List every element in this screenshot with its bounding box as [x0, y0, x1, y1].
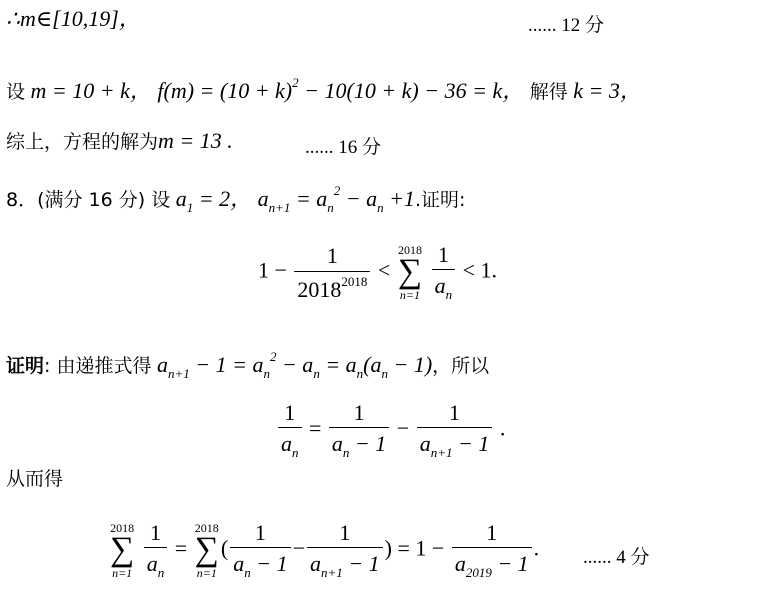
final-minus: − — [292, 535, 306, 561]
score-16: ...... 16 分 — [305, 137, 382, 158]
conclusion-text: 综上，方程的解为 — [6, 131, 159, 153]
fm-equation: $f(m) = (10 + k)^2 - 10(10 + k) - 36 = k$， — [157, 75, 525, 103]
frac-lhs: $\frac{1}{a_n}$ — [278, 400, 302, 461]
m-solution: m = 13 . — [158, 128, 233, 153]
less-than: < — [377, 257, 391, 283]
frac-r1: $\frac{1}{a_n - 1}$ — [329, 400, 389, 461]
frac-1-over-2018: $\frac{1}{2018^{2018}}$ — [294, 243, 370, 302]
line-conclusion — [6, 130, 233, 152]
final-sum-symbol-1: 2018 ∑ n=1 — [110, 521, 135, 580]
final-frac-term: $\frac{1}{a_n}$ — [144, 520, 168, 581]
cond-a1: $a_1 = 2$， — [175, 186, 253, 215]
final-sum-display — [108, 520, 539, 581]
close-paren-result: ) = 1 − — [384, 535, 445, 561]
final-end: . — [533, 535, 540, 561]
proof-label: 证明 — [6, 355, 45, 377]
ineq-tail: < 1. — [462, 257, 498, 283]
proof-tail: ，所以 — [432, 355, 490, 377]
proof-intro: : 由递推式得 — [44, 355, 152, 377]
text-she: 设 — [6, 81, 26, 103]
m-range-formula: ∴m∈[10,19]， — [6, 6, 141, 31]
identity-display — [276, 400, 505, 461]
problem-number: 8． — [6, 189, 38, 211]
proof-line — [6, 350, 489, 380]
final-frac-1: $\frac{1}{a_n - 1}$ — [230, 520, 290, 581]
m-equals-formula: m = 10 + k， — [30, 78, 152, 103]
score-12: ...... 12 分 — [528, 15, 605, 36]
inequality-display — [258, 242, 497, 303]
prove-text: .证明: — [414, 189, 466, 211]
identity-end: . — [499, 415, 506, 441]
cond-recurrence: $a_{n+1} = a_n^2 - a_n +1$ — [257, 183, 415, 215]
problem-header: (满分 16 分) 设 — [37, 189, 171, 211]
line-substitution — [6, 76, 642, 102]
final-frac-2: $\frac{1}{a_{n+1} - 1}$ — [307, 520, 383, 581]
equals-sign: = — [309, 415, 322, 441]
score-4: ...... 4 分 — [583, 547, 650, 568]
final-frac-3: $\frac{1}{a_{2019} - 1}$ — [452, 520, 532, 581]
frac-1-over-an: $\frac{1}{a_n}$ — [432, 242, 456, 303]
ineq-lead: 1 − — [258, 257, 287, 283]
text-solve: 解得 — [529, 81, 568, 103]
final-sum-symbol-2: 2018 ∑ n=1 — [194, 521, 219, 580]
open-paren: ( — [220, 535, 229, 561]
sum-symbol: 2018 ∑ n=1 — [397, 243, 423, 302]
problem-8-statement — [6, 184, 465, 214]
proof-equation: $a_{n+1} - 1 = a_n^2 - a_n = a_n(a_n - 1)$ — [156, 349, 433, 381]
line-m-range — [6, 8, 141, 30]
frac-r2: $\frac{1}{a_{n+1} - 1}$ — [417, 400, 493, 461]
final-equals: = — [174, 535, 188, 561]
k-value: k = 3， — [573, 78, 642, 103]
thus-text: 从而得 — [6, 468, 64, 490]
minus-sign: − — [396, 415, 410, 441]
